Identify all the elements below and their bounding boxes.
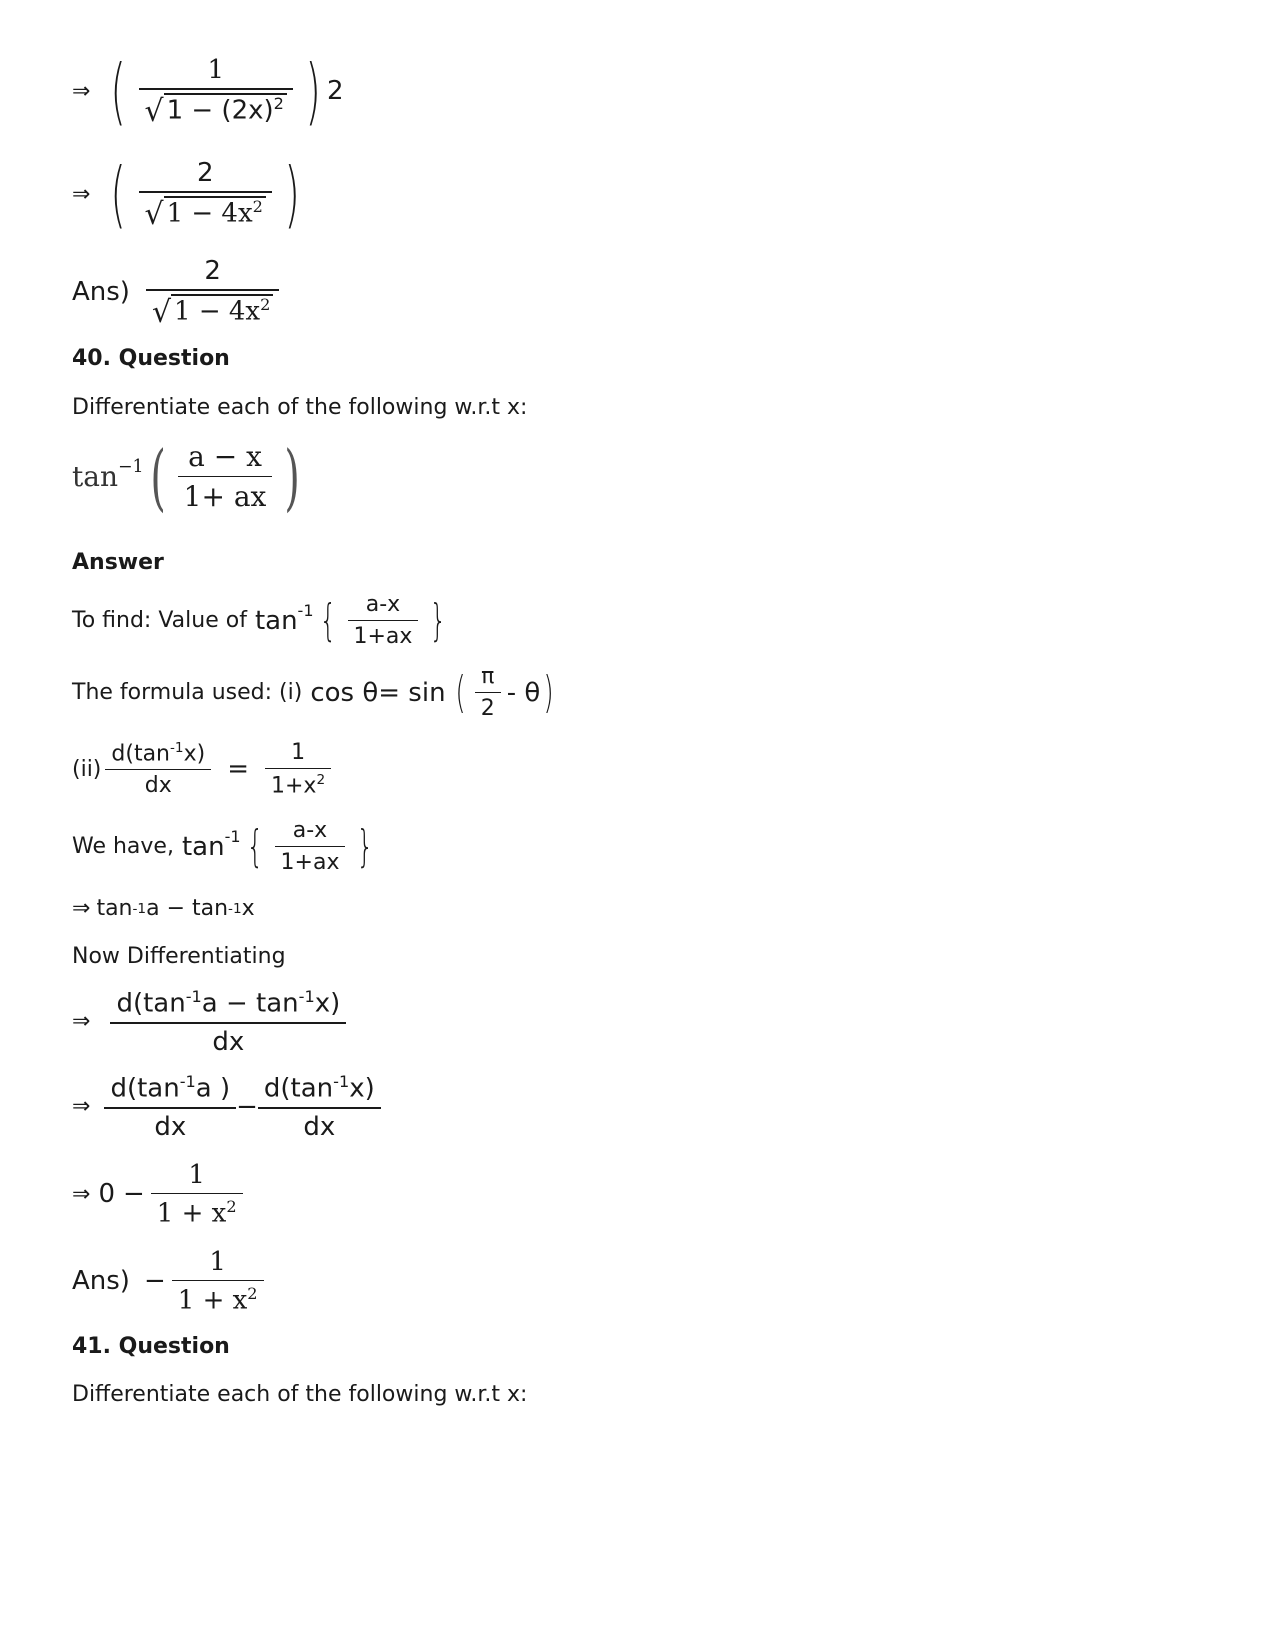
fraction: $\frac{1}{1 + x^2}$ bbox=[172, 1247, 264, 1316]
formula-line: The formula used: (i) cos θ= sin ( $\frac{\pi}{2}$ - θ ) bbox=[72, 664, 555, 721]
fraction: $\frac{1}{1+x^2}$ bbox=[265, 740, 331, 798]
fraction: 2 √ $1 - 4x^2$ bbox=[139, 158, 272, 231]
text-line: Now Differentiating bbox=[72, 944, 286, 969]
implies-symbol: ⇒ bbox=[72, 78, 91, 104]
fraction: $\frac{d(\tan^{-1}a - \tan^{-1}x)}{dx}$ bbox=[110, 987, 346, 1057]
to-find-line: To find: Value of tan -1 { $\frac{a-x}{1+ax}$ } bbox=[72, 592, 447, 649]
step-line: ⇒ $\frac{d(\tan^{-1}a - \tan^{-1}x)}{dx}$ bbox=[72, 987, 352, 1057]
question-prompt: Differentiate each of the following w.r.t x: bbox=[72, 395, 528, 420]
question-heading: 41. Question bbox=[72, 1334, 230, 1359]
question-prompt: Differentiate each of the following w.r.t x: bbox=[72, 1382, 528, 1407]
formula-line: (ii) $\frac{d(\tan^{-1}x)}{dx}$ = $\frac{1}{1+x^2}$ bbox=[72, 740, 337, 798]
answer-heading: Answer bbox=[72, 550, 164, 575]
step-line: ⇒ 0 − $\frac{1}{1 + x^2}$ bbox=[72, 1160, 249, 1229]
question-expression: tan −1 ( $\frac{a - x}{1+ ax}$ ) bbox=[72, 434, 301, 519]
step-line: ⇒ ( 1 √ $1 - (2x)^2$ ) 2 bbox=[72, 49, 344, 134]
fraction: $\frac{a-x}{1+ax}$ bbox=[275, 818, 346, 875]
fraction: $\frac{d(\tan^{-1}a )}{dx}$ bbox=[104, 1072, 236, 1142]
step-line: ⇒ tan -1 a − tan -1 x bbox=[72, 896, 255, 921]
fraction: $\frac{a-x}{1+ax}$ bbox=[348, 592, 419, 649]
we-have-line: We have, tan -1 { $\frac{a-x}{1+ax}$ } bbox=[72, 818, 374, 875]
fraction: 1 √ $1 - (2x)^2$ bbox=[139, 55, 293, 128]
fraction: $\frac{d(\tan^{-1}x)}{dx}$ bbox=[258, 1072, 381, 1142]
fraction: $\frac{1}{1 + x^2}$ bbox=[151, 1160, 243, 1229]
fraction: 2 √ $1 - 4x^2$ bbox=[146, 256, 279, 329]
answer-line: Ans) 2 √ $1 - 4x^2$ bbox=[72, 256, 285, 329]
step-line: ⇒ ( 2 √ $1 - 4x^2$ ) bbox=[72, 152, 300, 237]
implies-symbol: ⇒ bbox=[72, 181, 91, 207]
fraction: $\frac{\pi}{2}$ bbox=[475, 664, 501, 721]
fraction: $\frac{a - x}{1+ ax}$ bbox=[178, 440, 273, 513]
fraction: $\frac{d(\tan^{-1}x)}{dx}$ bbox=[105, 740, 211, 798]
step-line: ⇒ $\frac{d(\tan^{-1}a )}{dx}$ − $\frac{d(\tan^{-1}x)}{dx}$ bbox=[72, 1072, 381, 1142]
answer-line: Ans) − $\frac{1}{1 + x^2}$ bbox=[72, 1247, 270, 1316]
question-heading: 40. Question bbox=[72, 346, 230, 371]
